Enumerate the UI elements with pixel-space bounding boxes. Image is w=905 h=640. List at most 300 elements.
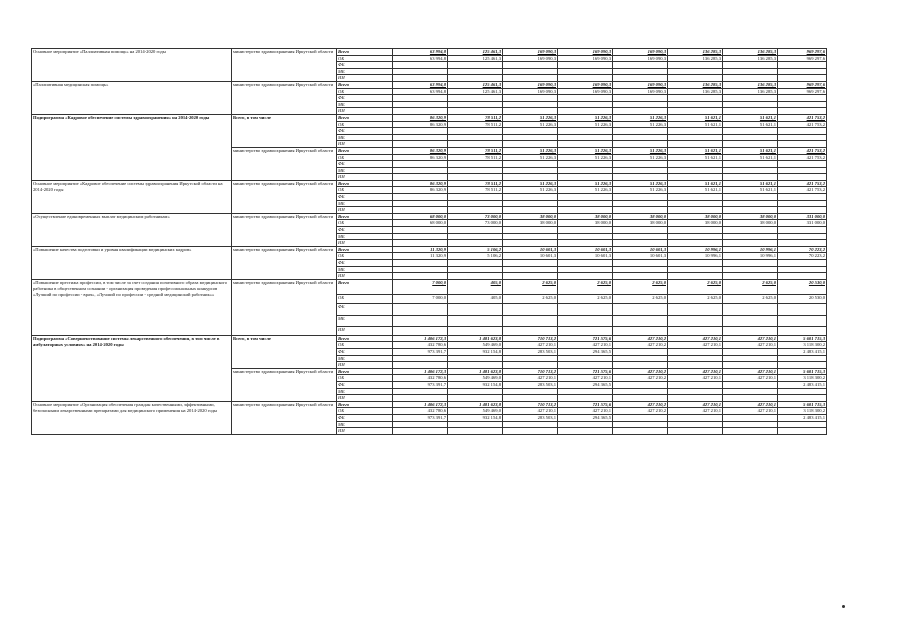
amount-year-cell <box>723 348 778 355</box>
funding-source: ФБ <box>337 348 393 355</box>
amount-year-cell <box>668 233 723 240</box>
amount-year-cell <box>393 395 448 402</box>
amount-year-cell <box>723 395 778 402</box>
amount-year-cell <box>668 315 723 326</box>
amount-year-cell: 73 000,0 <box>448 220 503 227</box>
amount-total-cell <box>778 428 827 435</box>
table-row <box>32 213 827 220</box>
amount-total-cell: 421 753,2 <box>778 180 827 187</box>
amount-year-cell <box>503 108 558 115</box>
amount-year-cell <box>668 62 723 69</box>
amount-year-cell <box>613 174 668 181</box>
funding-source: ФБ <box>337 260 393 267</box>
amount-year-cell <box>393 421 448 428</box>
amount-year-cell: 2 625,0 <box>558 279 613 294</box>
measure-name: Подпрограмма «Совершенствование системы лекарственного обеспечения, в том числе в амбулаторных условиях» на 2014-2020 годы <box>32 335 232 401</box>
amount-year-cell: 973 391,7 <box>393 381 448 388</box>
amount-year-cell: 51 226,3 <box>503 180 558 187</box>
amount-total-cell: 70 223,2 <box>778 246 827 253</box>
amount-year-cell: 1 481 623,8 <box>448 335 503 342</box>
amount-year-cell: 11 320,9 <box>393 253 448 260</box>
amount-year-cell <box>558 207 613 214</box>
amount-year-cell: 721 575,6 <box>558 368 613 375</box>
amount-year-cell <box>668 421 723 428</box>
funding-source: Всего <box>337 335 393 342</box>
amount-year-cell <box>503 273 558 280</box>
amount-year-cell <box>393 303 448 315</box>
amount-year-cell: 2 625,0 <box>668 279 723 294</box>
amount-year-cell: 125 461,3 <box>448 49 503 56</box>
funding-source: ФБ <box>337 194 393 201</box>
amount-year-cell: 169 090,3 <box>613 81 668 88</box>
amount-year-cell: 427 210,1 <box>558 342 613 349</box>
amount-year-cell <box>723 101 778 108</box>
amount-year-cell: 283 503,1 <box>503 414 558 421</box>
amount-year-cell <box>723 141 778 148</box>
funding-source: ОБ <box>337 253 393 260</box>
amount-total-cell <box>778 207 827 214</box>
amount-year-cell <box>613 200 668 207</box>
amount-year-cell <box>448 388 503 395</box>
measure-name: «Паллиативная медицинская помощь» <box>32 81 232 114</box>
amount-year-cell <box>558 62 613 69</box>
amount-year-cell: 51 226,3 <box>613 154 668 161</box>
amount-year-cell <box>558 108 613 115</box>
amount-year-cell: 86 320,9 <box>393 180 448 187</box>
amount-year-cell <box>723 421 778 428</box>
amount-year-cell <box>393 428 448 435</box>
amount-year-cell <box>448 200 503 207</box>
amount-year-cell: 1 406 172,3 <box>393 335 448 342</box>
amount-year-cell: 51 621,1 <box>668 180 723 187</box>
amount-year-cell <box>448 207 503 214</box>
amount-year-cell: 427 210,1 <box>668 401 723 408</box>
amount-year-cell <box>668 227 723 234</box>
amount-year-cell: 38 000,0 <box>668 220 723 227</box>
amount-total-cell: 969 297,6 <box>778 49 827 56</box>
amount-year-cell: 51 226,3 <box>613 147 668 154</box>
amount-year-cell: 973 391,7 <box>393 414 448 421</box>
funding-source: ОБ <box>337 408 393 415</box>
amount-year-cell <box>393 108 448 115</box>
amount-year-cell: 549 469,0 <box>448 408 503 415</box>
funding-source: ФБ <box>337 381 393 388</box>
amount-year-cell <box>503 388 558 395</box>
amount-year-cell: 294 365,5 <box>558 381 613 388</box>
amount-year-cell <box>613 95 668 102</box>
amount-year-cell: 2 625,0 <box>613 294 668 303</box>
amount-year-cell: 427 210,1 <box>723 408 778 415</box>
amount-year-cell: 427 210,2 <box>613 408 668 415</box>
amount-year-cell <box>723 62 778 69</box>
funding-source: ИИ <box>337 174 393 181</box>
amount-year-cell: 549 469,0 <box>448 375 503 382</box>
amount-year-cell <box>558 174 613 181</box>
amount-year-cell: 86 320,9 <box>393 187 448 194</box>
responsible-executor: министерство здравоохранения Иркутской области <box>232 147 337 180</box>
funding-source: Всего <box>337 279 393 294</box>
amount-year-cell: 10 601,3 <box>558 246 613 253</box>
amount-year-cell <box>613 266 668 273</box>
amount-year-cell: 68 000,0 <box>393 220 448 227</box>
amount-year-cell <box>558 161 613 168</box>
amount-year-cell <box>668 303 723 315</box>
amount-year-cell <box>393 315 448 326</box>
amount-year-cell <box>613 108 668 115</box>
amount-year-cell: 169 090,3 <box>503 88 558 95</box>
amount-year-cell <box>448 101 503 108</box>
amount-year-cell <box>668 355 723 362</box>
amount-year-cell <box>448 108 503 115</box>
amount-year-cell <box>668 348 723 355</box>
amount-year-cell <box>503 128 558 135</box>
amount-total-cell <box>778 362 827 369</box>
amount-year-cell: 427 210,1 <box>668 408 723 415</box>
amount-year-cell: 405,0 <box>448 294 503 303</box>
amount-year-cell <box>558 273 613 280</box>
amount-year-cell <box>668 194 723 201</box>
amount-year-cell <box>668 134 723 141</box>
amount-year-cell <box>448 128 503 135</box>
measure-name: Основное мероприятие «Кадровое обеспечение системы здравоохранения Иркутской области на 2014-2020 годы <box>32 180 232 213</box>
amount-year-cell: 2 625,0 <box>723 279 778 294</box>
amount-year-cell <box>448 355 503 362</box>
amount-total-cell <box>778 260 827 267</box>
funding-source: МБ <box>337 315 393 326</box>
amount-year-cell: 427 210,2 <box>613 342 668 349</box>
amount-year-cell <box>448 315 503 326</box>
amount-total-cell <box>778 388 827 395</box>
responsible-executor: Всего, в том числе <box>232 335 337 368</box>
amount-total-cell <box>778 240 827 247</box>
amount-year-cell <box>723 68 778 75</box>
amount-year-cell <box>613 68 668 75</box>
amount-year-cell <box>503 68 558 75</box>
amount-total-cell: 20 530,0 <box>778 279 827 294</box>
amount-total-cell: 421 753,2 <box>778 187 827 194</box>
amount-year-cell <box>723 200 778 207</box>
amount-year-cell: 721 575,6 <box>558 401 613 408</box>
amount-year-cell <box>393 207 448 214</box>
amount-year-cell <box>723 128 778 135</box>
amount-year-cell <box>668 388 723 395</box>
amount-year-cell: 136 285,3 <box>723 81 778 88</box>
funding-source: Всего <box>337 114 393 121</box>
amount-year-cell <box>613 362 668 369</box>
amount-year-cell: 51 621,1 <box>723 114 778 121</box>
amount-year-cell <box>448 233 503 240</box>
amount-year-cell: 51 621,1 <box>668 121 723 128</box>
amount-year-cell: 2 625,0 <box>668 294 723 303</box>
amount-total-cell: 331 000,0 <box>778 213 827 220</box>
amount-year-cell <box>503 194 558 201</box>
amount-year-cell: 38 000,0 <box>613 213 668 220</box>
amount-year-cell: 427 210,2 <box>613 375 668 382</box>
amount-total-cell <box>778 95 827 102</box>
amount-year-cell: 73 000,0 <box>448 213 503 220</box>
amount-year-cell <box>613 273 668 280</box>
amount-total-cell: 3 118 300,2 <box>778 375 827 382</box>
amount-year-cell <box>668 266 723 273</box>
amount-year-cell <box>668 260 723 267</box>
amount-year-cell: 38 000,0 <box>723 220 778 227</box>
amount-year-cell: 51 226,3 <box>613 114 668 121</box>
responsible-executor: Всего, в том числе <box>232 114 337 147</box>
amount-year-cell <box>613 207 668 214</box>
amount-year-cell <box>668 381 723 388</box>
amount-year-cell: 427 210,1 <box>723 342 778 349</box>
responsible-executor: министерство здравоохранения Иркутской области <box>232 49 337 82</box>
amount-year-cell <box>668 108 723 115</box>
amount-year-cell <box>723 355 778 362</box>
amount-total-cell <box>778 421 827 428</box>
amount-year-cell <box>668 167 723 174</box>
amount-year-cell: 51 621,1 <box>668 154 723 161</box>
table-row <box>32 246 827 253</box>
amount-year-cell <box>723 174 778 181</box>
amount-year-cell <box>723 233 778 240</box>
amount-year-cell: 10 996,1 <box>723 246 778 253</box>
amount-year-cell <box>558 128 613 135</box>
amount-year-cell <box>503 95 558 102</box>
responsible-executor: министерство здравоохранения Иркутской области <box>232 180 337 213</box>
amount-year-cell: 125 461,3 <box>448 81 503 88</box>
amount-year-cell: 169 090,3 <box>558 55 613 62</box>
measure-name: Подпрограмма «Кадровое обеспечение системы здравоохранения» на 2014-2020 годы <box>32 114 232 180</box>
amount-year-cell: 136 285,3 <box>723 88 778 95</box>
amount-total-cell: 421 753,2 <box>778 121 827 128</box>
amount-year-cell <box>393 128 448 135</box>
amount-year-cell: 169 090,3 <box>613 55 668 62</box>
amount-year-cell: 427 210,2 <box>613 335 668 342</box>
measure-name: «Осуществление единовременных выплат медицинским работникам» <box>32 213 232 246</box>
amount-year-cell <box>503 266 558 273</box>
amount-year-cell: 78 511,2 <box>448 147 503 154</box>
amount-year-cell <box>448 273 503 280</box>
amount-year-cell: 51 226,3 <box>503 121 558 128</box>
amount-year-cell: 10 601,3 <box>503 246 558 253</box>
amount-year-cell <box>503 227 558 234</box>
amount-year-cell: 1 406 172,3 <box>393 368 448 375</box>
amount-year-cell <box>723 75 778 82</box>
responsible-executor: министерство здравоохранения Иркутской области <box>232 368 337 401</box>
amount-total-cell <box>778 174 827 181</box>
amount-year-cell: 427 210,1 <box>503 342 558 349</box>
amount-year-cell <box>393 227 448 234</box>
amount-year-cell <box>668 128 723 135</box>
amount-total-cell <box>778 227 827 234</box>
amount-year-cell <box>723 260 778 267</box>
amount-year-cell: 125 461,3 <box>448 55 503 62</box>
amount-year-cell <box>723 315 778 326</box>
table-row <box>32 335 827 342</box>
funding-source: МБ <box>337 421 393 428</box>
amount-year-cell: 51 226,3 <box>558 121 613 128</box>
amount-year-cell <box>448 303 503 315</box>
amount-year-cell <box>613 134 668 141</box>
amount-total-cell <box>778 141 827 148</box>
amount-year-cell <box>393 194 448 201</box>
measure-name: Основное мероприятие «Паллиативная помощь» на 2014-2020 годы <box>32 49 232 82</box>
amount-year-cell: 169 090,3 <box>613 49 668 56</box>
amount-year-cell <box>723 167 778 174</box>
amount-total-cell <box>778 167 827 174</box>
funding-source: Всего <box>337 401 393 408</box>
amount-year-cell: 7 000,0 <box>393 294 448 303</box>
amount-year-cell <box>503 167 558 174</box>
amount-year-cell <box>558 134 613 141</box>
amount-total-cell <box>778 128 827 135</box>
amount-year-cell: 169 090,3 <box>613 88 668 95</box>
amount-year-cell <box>448 428 503 435</box>
amount-year-cell <box>558 95 613 102</box>
responsible-executor: министерство здравоохранения Иркутской области <box>232 279 337 335</box>
amount-year-cell: 2 625,0 <box>613 279 668 294</box>
amount-year-cell <box>393 167 448 174</box>
amount-year-cell <box>558 428 613 435</box>
amount-year-cell <box>668 141 723 148</box>
amount-year-cell: 51 226,3 <box>503 187 558 194</box>
funding-source: ФБ <box>337 95 393 102</box>
amount-year-cell <box>723 108 778 115</box>
amount-year-cell <box>723 273 778 280</box>
amount-total-cell: 2 483 415,1 <box>778 381 827 388</box>
amount-year-cell: 51 226,3 <box>613 187 668 194</box>
amount-year-cell <box>668 273 723 280</box>
amount-year-cell <box>393 174 448 181</box>
amount-total-cell: 969 297,6 <box>778 55 827 62</box>
amount-year-cell: 78 511,2 <box>448 187 503 194</box>
amount-year-cell <box>613 75 668 82</box>
amount-year-cell: 169 090,3 <box>503 49 558 56</box>
amount-year-cell: 427 210,1 <box>723 375 778 382</box>
amount-year-cell <box>558 355 613 362</box>
amount-year-cell: 932 154,8 <box>448 381 503 388</box>
funding-source: ОБ <box>337 294 393 303</box>
amount-year-cell <box>448 227 503 234</box>
amount-year-cell: 405,0 <box>448 279 503 294</box>
amount-year-cell: 1 481 623,8 <box>448 401 503 408</box>
amount-year-cell <box>613 428 668 435</box>
amount-year-cell <box>613 141 668 148</box>
amount-year-cell <box>723 388 778 395</box>
amount-year-cell <box>503 260 558 267</box>
amount-year-cell <box>668 101 723 108</box>
amount-year-cell: 721 575,6 <box>558 335 613 342</box>
funding-source: Всего <box>337 147 393 154</box>
amount-year-cell <box>503 62 558 69</box>
amount-year-cell: 51 226,3 <box>558 154 613 161</box>
amount-year-cell <box>613 395 668 402</box>
amount-year-cell <box>448 395 503 402</box>
funding-source: ИИ <box>337 362 393 369</box>
amount-year-cell: 710 713,2 <box>503 335 558 342</box>
amount-year-cell <box>393 75 448 82</box>
responsible-executor: министерство здравоохранения Иркутской области <box>232 213 337 246</box>
amount-total-cell <box>778 326 827 335</box>
amount-year-cell: 169 090,3 <box>558 81 613 88</box>
amount-year-cell: 51 621,1 <box>723 121 778 128</box>
responsible-executor: министерство здравоохранения Иркутской области <box>232 246 337 279</box>
amount-year-cell: 10 601,3 <box>558 253 613 260</box>
amount-year-cell: 427 210,2 <box>613 368 668 375</box>
amount-year-cell <box>448 161 503 168</box>
funding-source: Всего <box>337 213 393 220</box>
amount-year-cell <box>613 326 668 335</box>
amount-total-cell <box>778 194 827 201</box>
table-row <box>32 49 827 56</box>
funding-source: МБ <box>337 355 393 362</box>
amount-year-cell <box>503 174 558 181</box>
amount-year-cell <box>448 68 503 75</box>
amount-year-cell: 10 601,3 <box>613 253 668 260</box>
amount-year-cell: 125 461,3 <box>448 88 503 95</box>
amount-total-cell: 5 601 715,3 <box>778 368 827 375</box>
amount-year-cell <box>503 362 558 369</box>
amount-year-cell: 51 621,1 <box>723 187 778 194</box>
amount-year-cell: 51 621,1 <box>723 180 778 187</box>
amount-year-cell <box>668 414 723 421</box>
amount-year-cell <box>613 355 668 362</box>
amount-total-cell <box>778 101 827 108</box>
amount-year-cell <box>448 141 503 148</box>
amount-year-cell: 51 226,3 <box>503 147 558 154</box>
funding-source: ИИ <box>337 273 393 280</box>
amount-year-cell: 294 365,5 <box>558 414 613 421</box>
funding-source: МБ <box>337 167 393 174</box>
amount-total-cell: 969 297,6 <box>778 81 827 88</box>
amount-year-cell: 136 285,3 <box>668 81 723 88</box>
amount-total-cell: 70 223,2 <box>778 253 827 260</box>
amount-year-cell: 51 621,1 <box>668 187 723 194</box>
amount-year-cell: 10 996,1 <box>668 253 723 260</box>
budget-table-body <box>32 49 827 435</box>
funding-source: МБ <box>337 68 393 75</box>
amount-year-cell: 283 503,1 <box>503 348 558 355</box>
amount-year-cell <box>503 421 558 428</box>
amount-total-cell <box>778 273 827 280</box>
amount-year-cell: 51 226,3 <box>613 180 668 187</box>
amount-year-cell: 432 780,6 <box>393 408 448 415</box>
amount-year-cell: 427 210,1 <box>668 342 723 349</box>
amount-year-cell <box>448 266 503 273</box>
page-mark-dot <box>842 605 845 608</box>
table-row <box>32 180 827 187</box>
amount-year-cell: 51 226,3 <box>558 114 613 121</box>
amount-year-cell <box>558 240 613 247</box>
amount-year-cell <box>503 75 558 82</box>
amount-year-cell <box>723 266 778 273</box>
amount-total-cell: 3 118 300,2 <box>778 408 827 415</box>
funding-source: Всего <box>337 180 393 187</box>
amount-year-cell: 136 285,3 <box>668 88 723 95</box>
amount-year-cell <box>613 167 668 174</box>
funding-source: ФБ <box>337 303 393 315</box>
amount-year-cell: 51 621,1 <box>723 147 778 154</box>
amount-year-cell: 427 210,1 <box>668 335 723 342</box>
amount-year-cell: 10 601,3 <box>613 246 668 253</box>
amount-year-cell <box>503 315 558 326</box>
budget-table <box>31 48 827 435</box>
amount-year-cell <box>393 273 448 280</box>
amount-year-cell <box>558 101 613 108</box>
amount-year-cell: 136 285,3 <box>723 49 778 56</box>
amount-year-cell: 169 090,3 <box>558 49 613 56</box>
amount-year-cell: 169 090,3 <box>558 88 613 95</box>
amount-year-cell <box>558 303 613 315</box>
amount-year-cell <box>448 194 503 201</box>
amount-year-cell: 427 210,1 <box>723 401 778 408</box>
